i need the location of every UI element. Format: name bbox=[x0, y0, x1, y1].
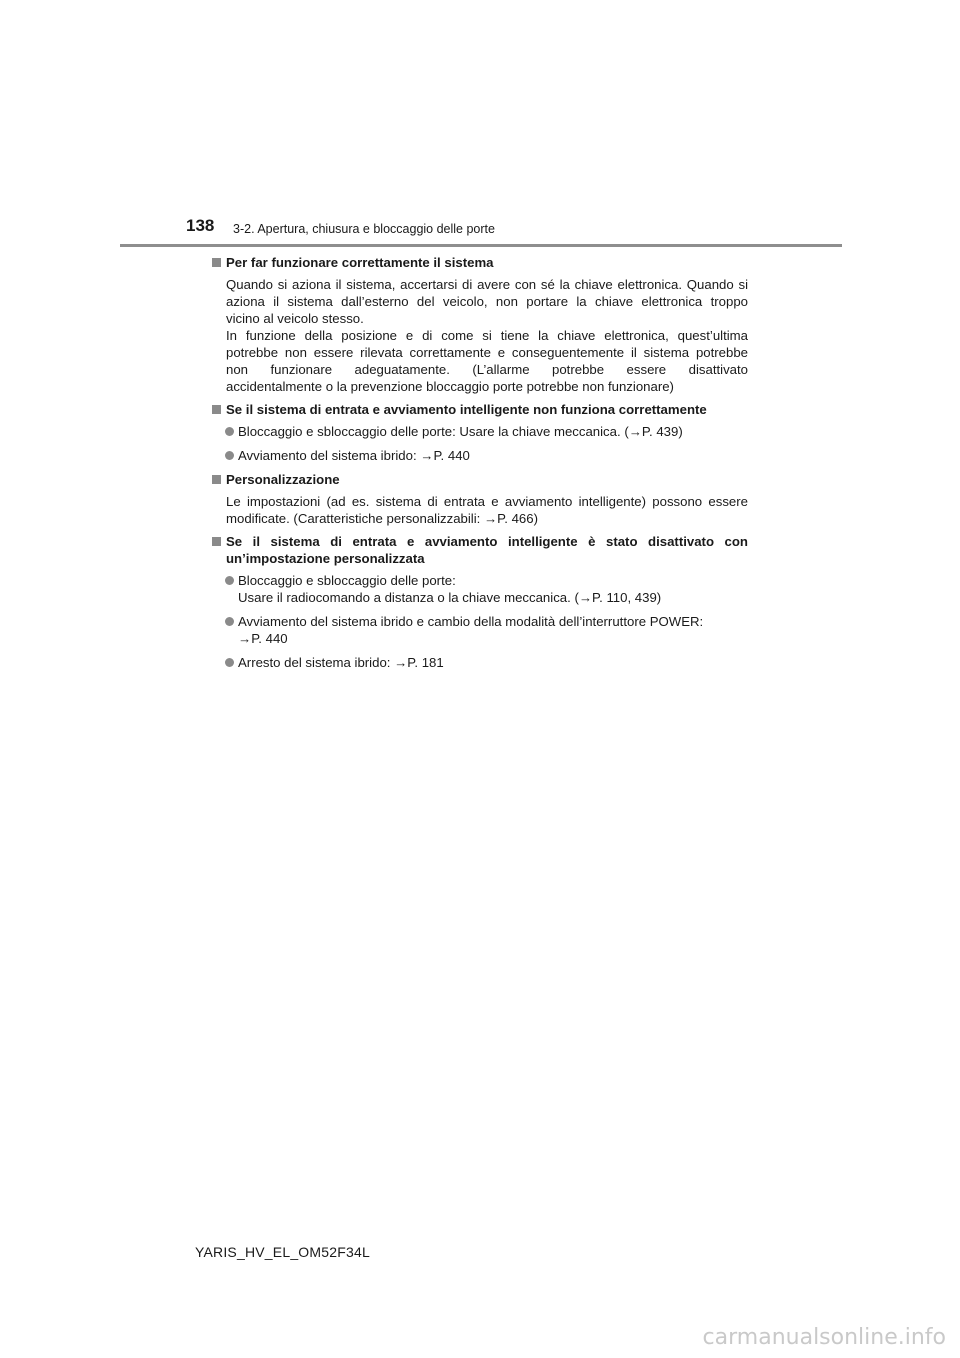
section-disabled-by-customization bbox=[212, 533, 748, 671]
paragraph-line: vicino al veicolo stesso. bbox=[226, 311, 364, 326]
section-malfunction bbox=[212, 401, 748, 464]
section-heading: Per far funzionare correttamente il sistema bbox=[212, 254, 748, 271]
list-item: Bloccaggio e sbloccaggio delle porte: Usare la chiave meccanica. (→P. 439) bbox=[212, 423, 748, 440]
content bbox=[212, 254, 748, 678]
square-bullet-icon bbox=[212, 537, 221, 546]
round-bullet-icon bbox=[225, 576, 234, 585]
section-paragraph bbox=[212, 493, 748, 527]
list-item: Bloccaggio e sbloccaggio delle porte: Usare il radiocomando a distanza o la chiave meccanica. (→P. 110, 439) bbox=[212, 572, 748, 606]
watermark: carmanualsonline.info bbox=[702, 1325, 946, 1350]
page-number: 138 bbox=[186, 216, 215, 235]
paragraph-line: modificate. (Caratteristiche personalizzabili: →P. 466) bbox=[226, 511, 538, 526]
section-customization bbox=[212, 471, 748, 527]
header-rule bbox=[120, 244, 842, 247]
list-item: Arresto del sistema ibrido: →P. 181 bbox=[212, 654, 748, 671]
paragraph-line: Quando si aziona il sistema, accertarsi di avere con sé la chiave elettronica. Quando si bbox=[226, 277, 748, 292]
paragraph-line: accidentalmente o la prevenzione bloccaggio porte potrebbe non funzionare) bbox=[226, 379, 674, 394]
round-bullet-icon bbox=[225, 658, 234, 667]
square-bullet-icon bbox=[212, 405, 221, 414]
header-section-title: 3-2. Apertura, chiusura e bloccaggio delle porte bbox=[233, 222, 495, 236]
paragraph-line: In funzione della posizione e di come si tiene la chiave elettronica, quest’ultima bbox=[226, 328, 748, 343]
paragraph-line: non funzionare adeguatamente. (L’allarme potrebbe essere disattivato bbox=[226, 362, 748, 377]
list-item: Avviamento del sistema ibrido e cambio della modalità dell’interruttore POWER: →P. 440 bbox=[212, 613, 748, 647]
paragraph-line: aziona il sistema dall’esterno del veicolo, non portare la chiave elettronica troppo bbox=[226, 294, 748, 309]
paragraph-line: potrebbe non essere rilevata correttamente e conseguentemente il sistema potrebbe bbox=[226, 345, 748, 360]
footer-document-id: YARIS_HV_EL_OM52F34L bbox=[195, 1244, 370, 1260]
section-heading: Se il sistema di entrata e avviamento intelligente è stato disattivato con un’impostazione personalizzata bbox=[212, 533, 748, 567]
section-heading: Se il sistema di entrata e avviamento intelligente non funziona correttamente bbox=[212, 401, 748, 418]
round-bullet-icon bbox=[225, 617, 234, 626]
square-bullet-icon bbox=[212, 475, 221, 484]
section-system-operation bbox=[212, 254, 748, 395]
square-bullet-icon bbox=[212, 258, 221, 267]
section-heading: Personalizzazione bbox=[212, 471, 748, 488]
section-paragraph bbox=[212, 276, 748, 395]
list-item: Avviamento del sistema ibrido: →P. 440 bbox=[212, 447, 748, 464]
round-bullet-icon bbox=[225, 427, 234, 436]
paragraph-line: Le impostazioni (ad es. sistema di entrata e avviamento intelligente) possono essere bbox=[226, 494, 748, 509]
round-bullet-icon bbox=[225, 451, 234, 460]
